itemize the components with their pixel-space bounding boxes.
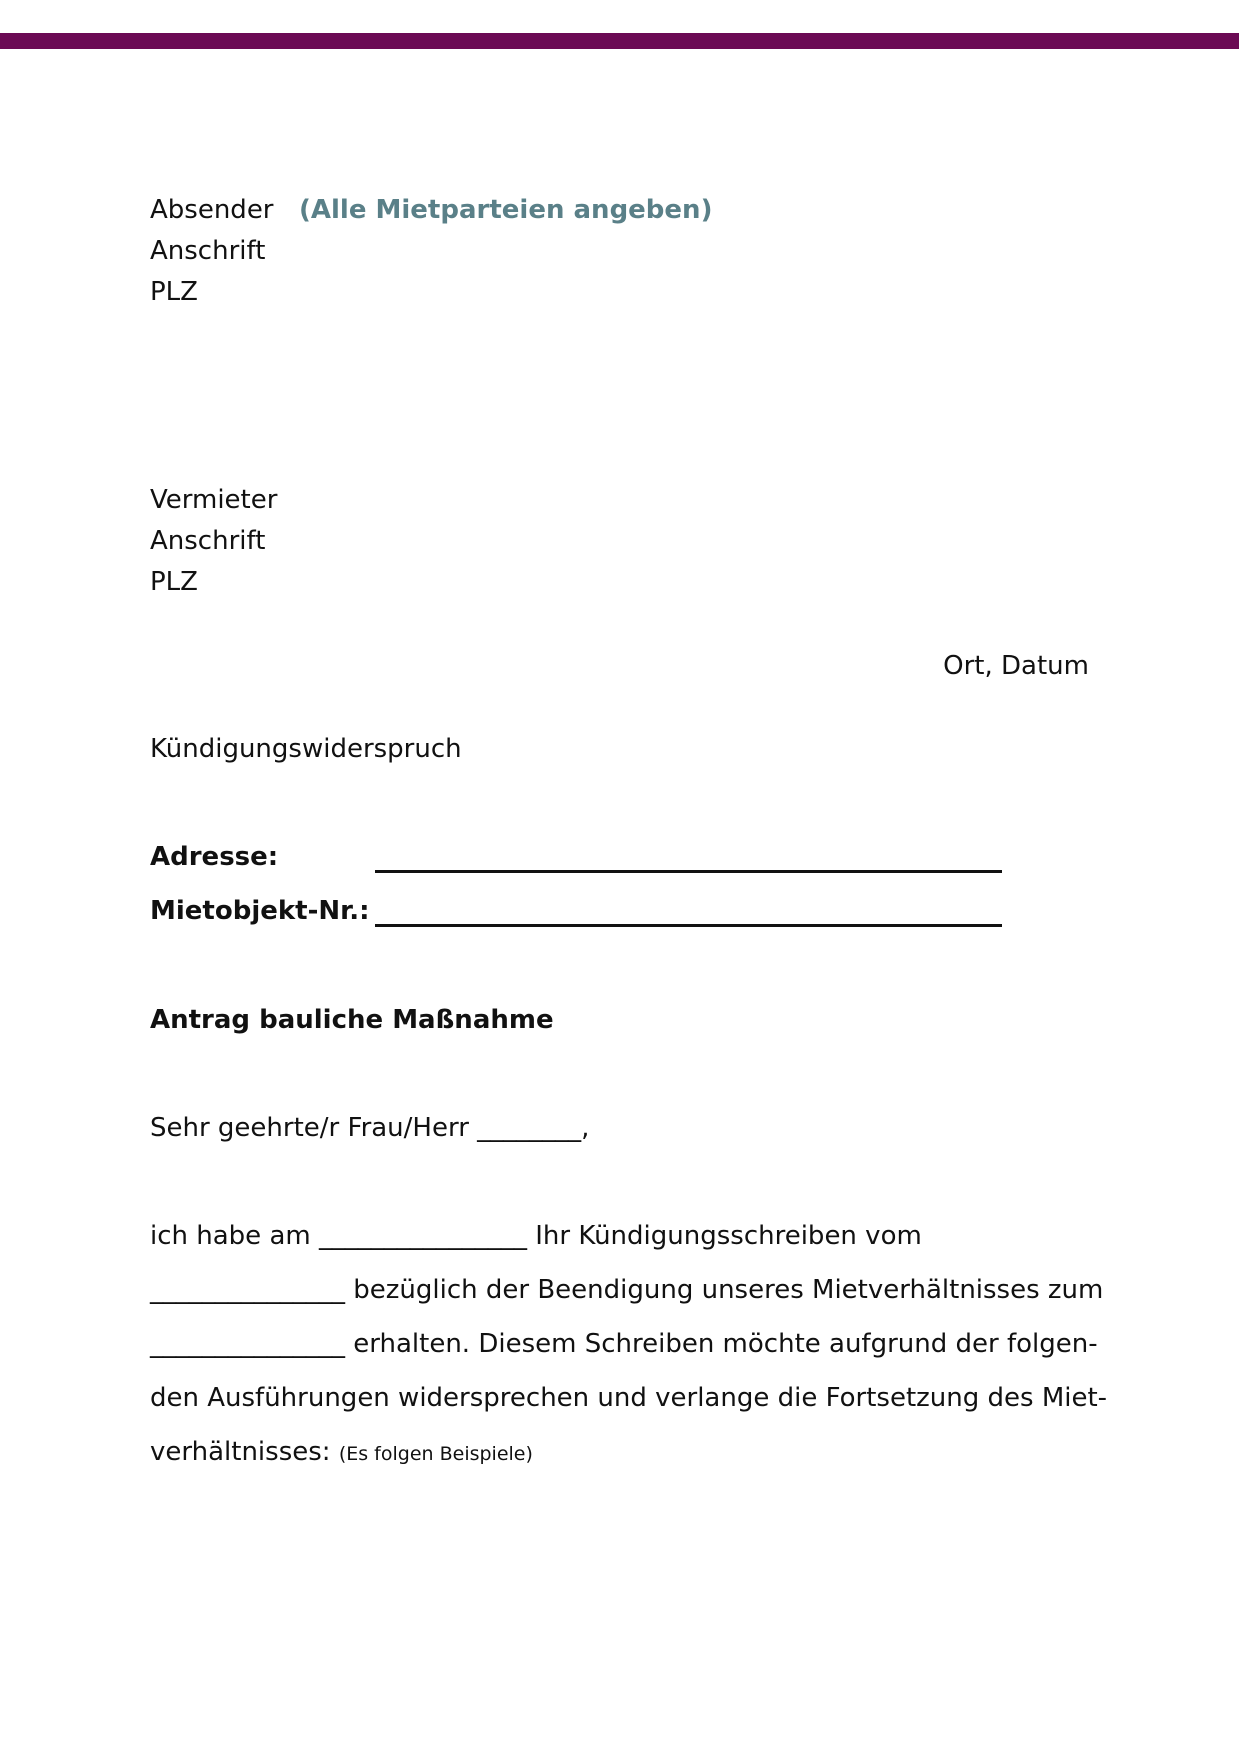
body-line-1: ich habe am ________________ Ihr Kündigungsschreiben vom — [150, 1221, 922, 1251]
body-line-5-text: verhältnisses: — [150, 1437, 331, 1467]
examples-note: (Es folgen Beispiele) — [338, 1443, 533, 1465]
sender-hint: (Alle Mietparteien angeben) — [299, 195, 713, 225]
section-heading: Antrag bauliche Maßnahme — [150, 1005, 554, 1035]
body-line-5 — [150, 1434, 533, 1472]
sender-postcode-label: PLZ — [150, 277, 198, 307]
body-line-3: _______________ erhalten. Diesem Schreiben möchte aufgrund der folgen- — [150, 1329, 1098, 1359]
sender-name-label: Absender — [150, 195, 274, 225]
body-line-2: _______________ bezüglich der Beendigung unseres Mietverhältnisses zum — [150, 1275, 1104, 1305]
recipient-name-label: Vermieter — [150, 485, 278, 515]
address-field-label: Adresse: — [150, 842, 279, 872]
place-date: Ort, Datum — [943, 651, 1089, 681]
address-field-line — [375, 870, 1002, 873]
object-number-field-line — [375, 924, 1002, 927]
header-accent-bar — [0, 33, 1239, 49]
object-number-field-label: Mietobjekt-Nr.: — [150, 896, 370, 926]
sender-address-label: Anschrift — [150, 236, 266, 266]
body-line-4: den Ausführungen widersprechen und verlange die Fortsetzung des Miet- — [150, 1383, 1108, 1413]
recipient-postcode-label: PLZ — [150, 567, 198, 597]
salutation: Sehr geehrte/r Frau/Herr ________, — [150, 1113, 590, 1143]
recipient-address-label: Anschrift — [150, 526, 266, 556]
subject-line: Kündigungswiderspruch — [150, 734, 462, 764]
